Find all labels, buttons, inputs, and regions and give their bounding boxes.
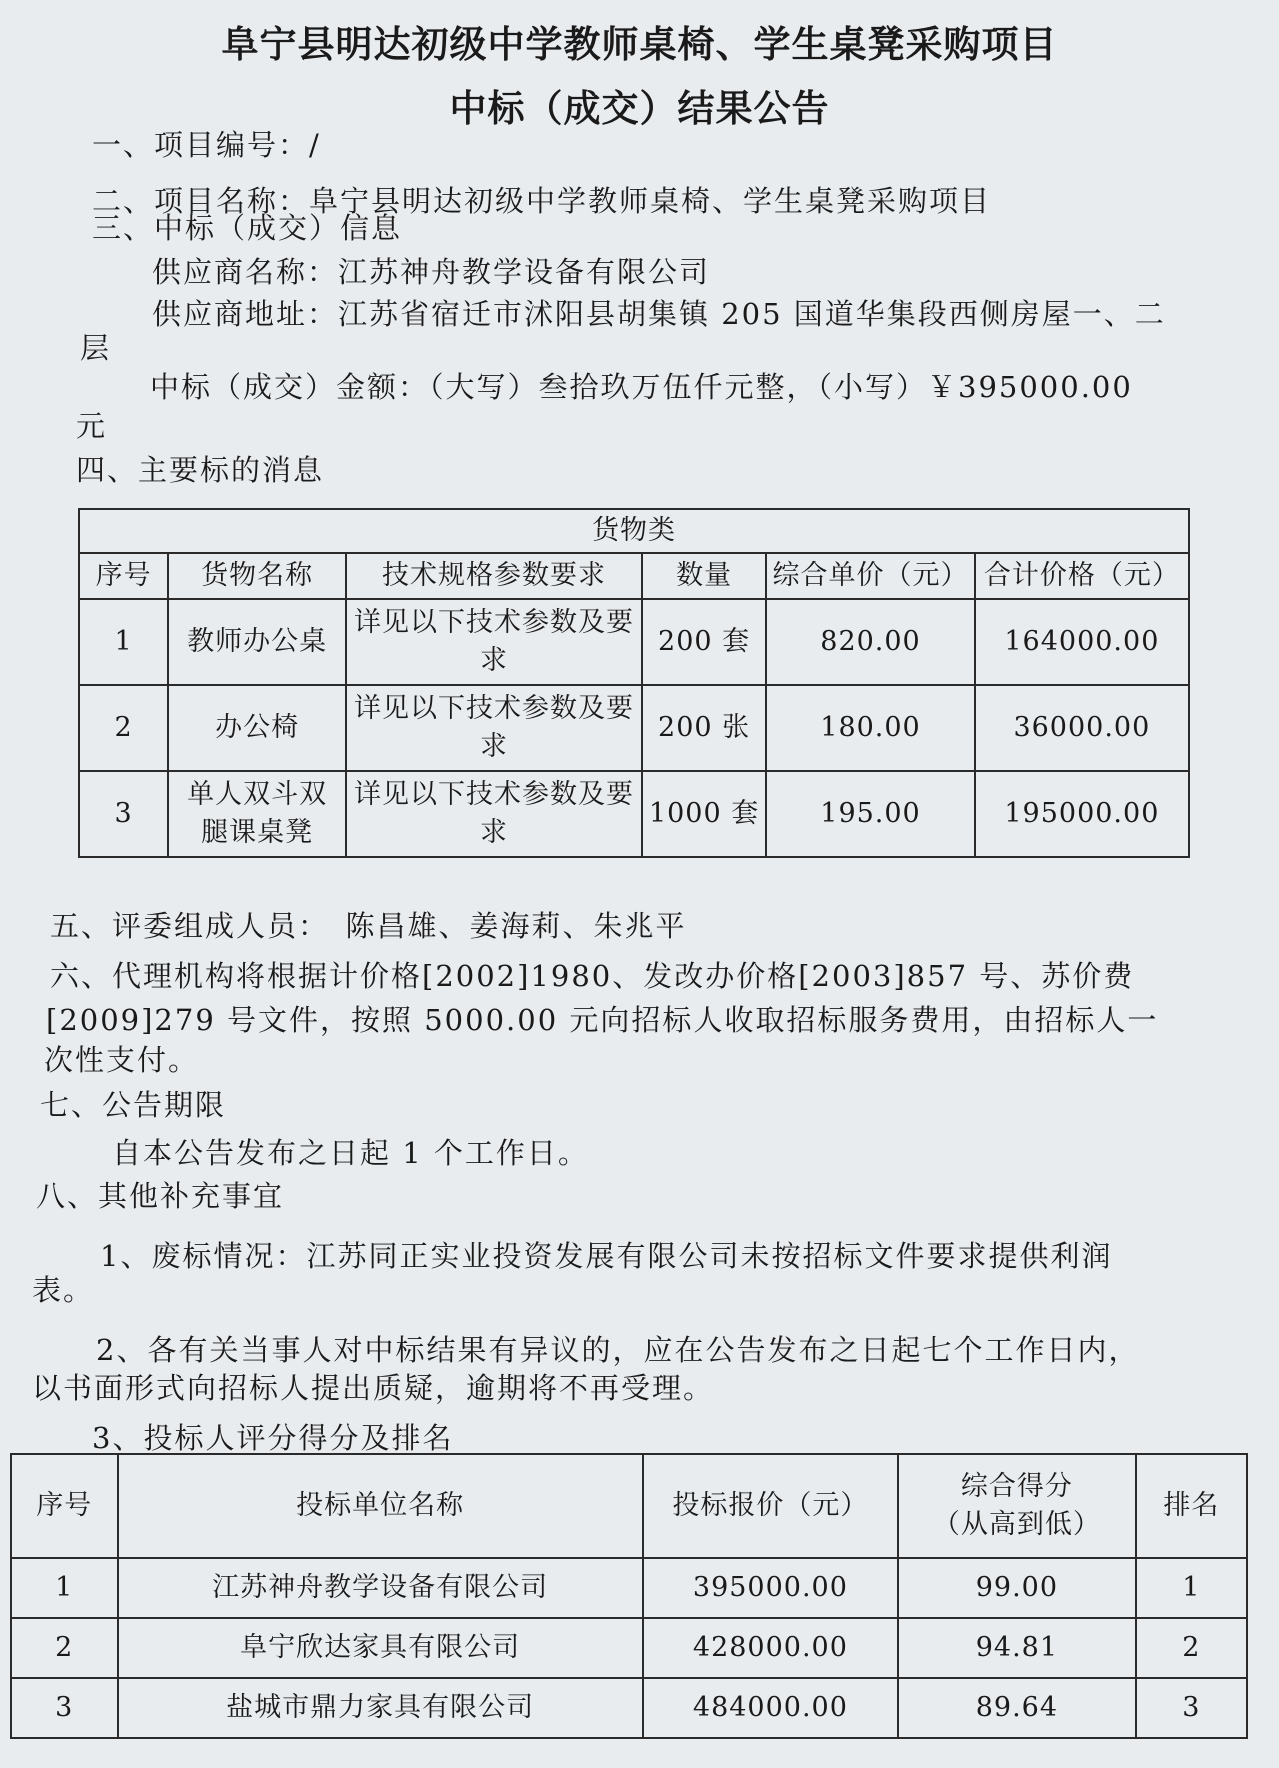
bid-cell-score: 89.64 (898, 1678, 1136, 1738)
table-row (79, 685, 1189, 771)
goods-cell-name: 办公椅 (168, 685, 346, 771)
goods-cell-unit-price: 820.00 (766, 599, 974, 685)
goods-header-name: 货物名称 (168, 553, 346, 599)
project-number: 一、项目编号：/ (92, 128, 321, 162)
agency-fee-cont: [2009]279 号文件，按照 5000.00 元向招标人收取招标服务费用，由招标人一 (46, 1003, 1159, 1037)
bid-cell-rank: 1 (1136, 1558, 1247, 1618)
table-row (11, 1558, 1247, 1618)
other-item-1-cont: 表。 (32, 1273, 95, 1307)
table-row (79, 771, 1189, 857)
other-item-3: 3、投标人评分得分及排名 (92, 1421, 454, 1455)
goods-header-spec: 技术规格参数要求 (346, 553, 642, 599)
period-heading: 七、公告期限 (40, 1088, 227, 1122)
goods-cell-spec: 详见以下技术参数及要求 (346, 599, 642, 685)
goods-cell-index: 1 (79, 599, 168, 685)
title-line-1: 阜宁县明达初级中学教师桌椅、学生桌凳采购项目 (221, 23, 1058, 66)
other-item-2-cont: 以书面形式向招标人提出质疑，逾期将不再受理。 (32, 1371, 715, 1405)
bid-cell-price: 428000.00 (643, 1618, 898, 1678)
bid-cell-index: 3 (11, 1678, 118, 1738)
bid-cell-score: 99.00 (898, 1558, 1136, 1618)
goods-cell-spec: 详见以下技术参数及要求 (346, 685, 642, 771)
goods-cell-name: 单人双斗双腿课桌凳 (168, 771, 346, 857)
bid-cell-index: 2 (11, 1618, 118, 1678)
bid-cell-bidder: 江苏神舟教学设备有限公司 (118, 1558, 643, 1618)
supplier-address-cont: 层 (80, 331, 112, 365)
bid-header-score-order: （从高到低） (932, 1509, 1101, 1540)
agency-fee-cont-2: 次性支付。 (44, 1043, 200, 1077)
goods-header-total: 合计价格（元） (975, 553, 1189, 599)
bid-table (10, 1453, 1248, 1739)
bid-header-index: 序号 (11, 1454, 118, 1558)
table-row (11, 1678, 1247, 1738)
agency-fee: 六、代理机构将根据计价格[2002]1980、发改办价格[2003]857 号、苏价费 (50, 959, 1135, 993)
bid-cell-price: 484000.00 (643, 1678, 898, 1738)
main-items-heading: 四、主要标的消息 (76, 453, 325, 487)
bid-header-rank: 排名 (1136, 1454, 1247, 1558)
supplier-name: 供应商名称：江苏神舟教学设备有限公司 (152, 255, 711, 289)
award-amount: 中标（成交）金额：（大写）叁拾玖万伍仟元整，（小写）￥395000.00 (150, 370, 1133, 404)
bid-cell-index: 1 (11, 1558, 118, 1618)
other-item-1: 1、废标情况：江苏同正实业投资发展有限公司未按招标文件要求提供利润 (100, 1239, 1113, 1273)
goods-header-index: 序号 (79, 553, 168, 599)
goods-cell-quantity: 1000 套 (642, 771, 766, 857)
bid-cell-rank: 2 (1136, 1618, 1247, 1678)
award-amount-cont: 元 (76, 409, 108, 443)
goods-table-caption: 货物类 (79, 509, 1189, 553)
bid-cell-bidder: 阜宁欣达家具有限公司 (118, 1618, 643, 1678)
goods-cell-total: 164000.00 (975, 599, 1189, 685)
bid-cell-score: 94.81 (898, 1618, 1136, 1678)
bid-header-score-label: 综合得分 (960, 1471, 1073, 1502)
bid-header-price: 投标报价（元） (643, 1454, 898, 1558)
bid-header-bidder: 投标单位名称 (118, 1454, 643, 1558)
goods-cell-spec: 详见以下技术参数及要求 (346, 771, 642, 857)
goods-header-quantity: 数量 (642, 553, 766, 599)
goods-cell-index: 3 (79, 771, 168, 857)
period-text: 自本公告发布之日起 1 个工作日。 (112, 1136, 589, 1170)
goods-cell-total: 36000.00 (975, 685, 1189, 771)
table-row (79, 599, 1189, 685)
supplier-address: 供应商地址：江苏省宿迁市沭阳县胡集镇 205 国道华集段西侧房屋一、二 (152, 297, 1166, 331)
award-info-heading: 三、中标（成交）信息 (92, 211, 403, 245)
bid-cell-bidder: 盐城市鼎力家具有限公司 (118, 1678, 643, 1738)
project-name: 二、项目名称：阜宁县明达初级中学教师桌椅、学生桌凳采购项目 (92, 184, 992, 218)
goods-cell-unit-price: 195.00 (766, 771, 974, 857)
bid-cell-rank: 3 (1136, 1678, 1247, 1738)
goods-header-unit-price: 综合单价（元） (766, 553, 974, 599)
title-line-2: 中标（成交）结果公告 (449, 87, 830, 130)
goods-cell-total: 195000.00 (975, 771, 1189, 857)
bid-cell-price: 395000.00 (643, 1558, 898, 1618)
goods-cell-unit-price: 180.00 (766, 685, 974, 771)
goods-cell-name: 教师办公桌 (168, 599, 346, 685)
bid-header-score (898, 1454, 1136, 1558)
goods-cell-quantity: 200 张 (642, 685, 766, 771)
goods-table (78, 508, 1190, 858)
other-heading: 八、其他补充事宜 (36, 1179, 285, 1213)
table-row (11, 1618, 1247, 1678)
other-item-2: 2、各有关当事人对中标结果有异议的，应在公告发布之日起七个工作日内， (96, 1333, 1140, 1367)
committee: 五、评委组成人员： 陈昌雄、姜海莉、朱兆平 (50, 909, 687, 943)
goods-cell-quantity: 200 套 (642, 599, 766, 685)
goods-cell-index: 2 (79, 685, 168, 771)
